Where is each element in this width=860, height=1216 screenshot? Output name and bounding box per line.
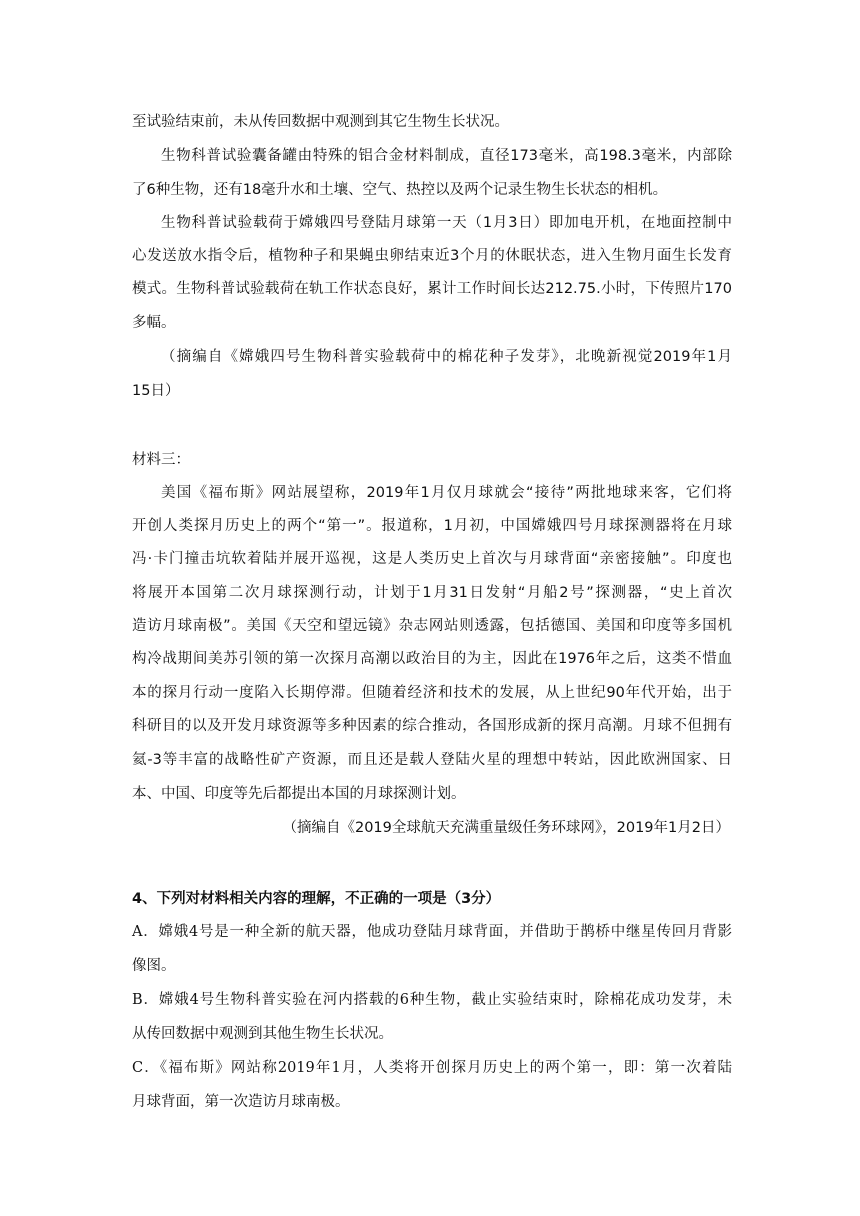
material3-line-7: 本的探月行动一度陷入长期停滞。但随着经济和技术的发展，从上世纪90年代开始，出于 (132, 685, 732, 701)
question-title: 4、下列对材料相关内容的理解，不正确的一项是（3分） (132, 891, 501, 907)
option-c-line-1: C．《福布斯》网站称2019年1月，人类将开创探月历史上的两个第一，即：第一次着陆 (132, 1060, 732, 1076)
material2-line-6: 模式。生物科普试验载荷在轨工作状态良好，累计工作时间长达212.75.小时，下传照片170 (132, 281, 732, 297)
option-b-line-2: 从传回数据中观测到其他生物生长状况。 (132, 1026, 393, 1042)
material3-line-1: 美国《福布斯》网站展望称，2019年1月仅月球就会“接待”两批地球来客，它们将 (161, 485, 732, 501)
material3-line-10: 本、中国、印度等先后都提出本国的月球探测计划。 (132, 786, 466, 802)
material3-line-6: 构冷战期间美苏引领的第一次探月高潮以政治目的为主，因此在1976年之后，这类不惜血 (132, 651, 732, 667)
option-c-line-2: 月球背面，第一次造访月球南极。 (132, 1094, 350, 1110)
material3-line-3: 冯·卡门撞击坑软着陆并展开巡视，这是人类历史上首次与月球背面“亲密接触”。印度也 (132, 551, 732, 567)
material2-source-line-1: （摘编自《嫦娥四号生物科普实验载荷中的棉花种子发芽》，北晚新视觉2019年1月 (161, 349, 732, 365)
material3-line-4: 将展开本国第二次月球探测行动，计划于1月31日发射“月船2号”探测器，“史上首次 (132, 585, 732, 601)
material3-line-9: 氦-3等丰富的战略性矿产资源，而且还是载人登陆火星的理想中转站，因此欧洲国家、日 (132, 752, 732, 768)
material3-heading: 材料三： (132, 452, 190, 468)
material2-line-4: 生物科普试验载荷于嫦娥四号登陆月球第一天（1月3日）即加电开机，在地面控制中 (161, 215, 732, 231)
material3-line-8: 科研目的以及开发月球资源等多种因素的综合推动，各国形成新的探月高潮。月球不但拥有 (132, 718, 732, 734)
material2-source-line-2: 15日） (132, 383, 180, 399)
material2-line-5: 心发送放水指令后，植物种子和果蝇虫卵结束近3个月的休眠状态，进入生物月面生长发育 (132, 248, 732, 264)
material3-line-2: 开创人类探月历史上的两个“第一”。报道称，1月初，中国嫦娥四号月球探测器将在月球 (132, 518, 732, 534)
material2-line-7: 多幅。 (132, 315, 176, 331)
material2-line-2: 生物科普试验囊备罐由特殊的铝合金材料制成，直径173毫米，高198.3毫米，内部除 (161, 148, 732, 164)
option-b-line-1: B．嫦娥4号生物科普实验在河内搭载的6种生物，截止实验结束时，除棉花成功发芽，未 (132, 992, 732, 1008)
option-a-line-1: A．嫦娥4号是一种全新的航天器，他成功登陆月球背面，并借助于鹊桥中继星传回月背影 (132, 924, 732, 940)
material2-line-1: 至试验结束前，未从传回数据中观测到其它生物生长状况。 (132, 114, 509, 130)
material3-line-5: 造访月球南极”。美国《天空和望远镜》杂志网站则透露，包括德国、美国和印度等多国机 (132, 618, 732, 634)
material2-line-3: 了6种生物，还有18毫升水和土壤、空气、热控以及两个记录生物生长状态的相机。 (132, 182, 668, 198)
option-a-line-2: 像图。 (132, 958, 176, 974)
material3-source: （摘编自《2019全球航天充满重量级任务环球网》，2019年1月2日） (282, 820, 730, 836)
